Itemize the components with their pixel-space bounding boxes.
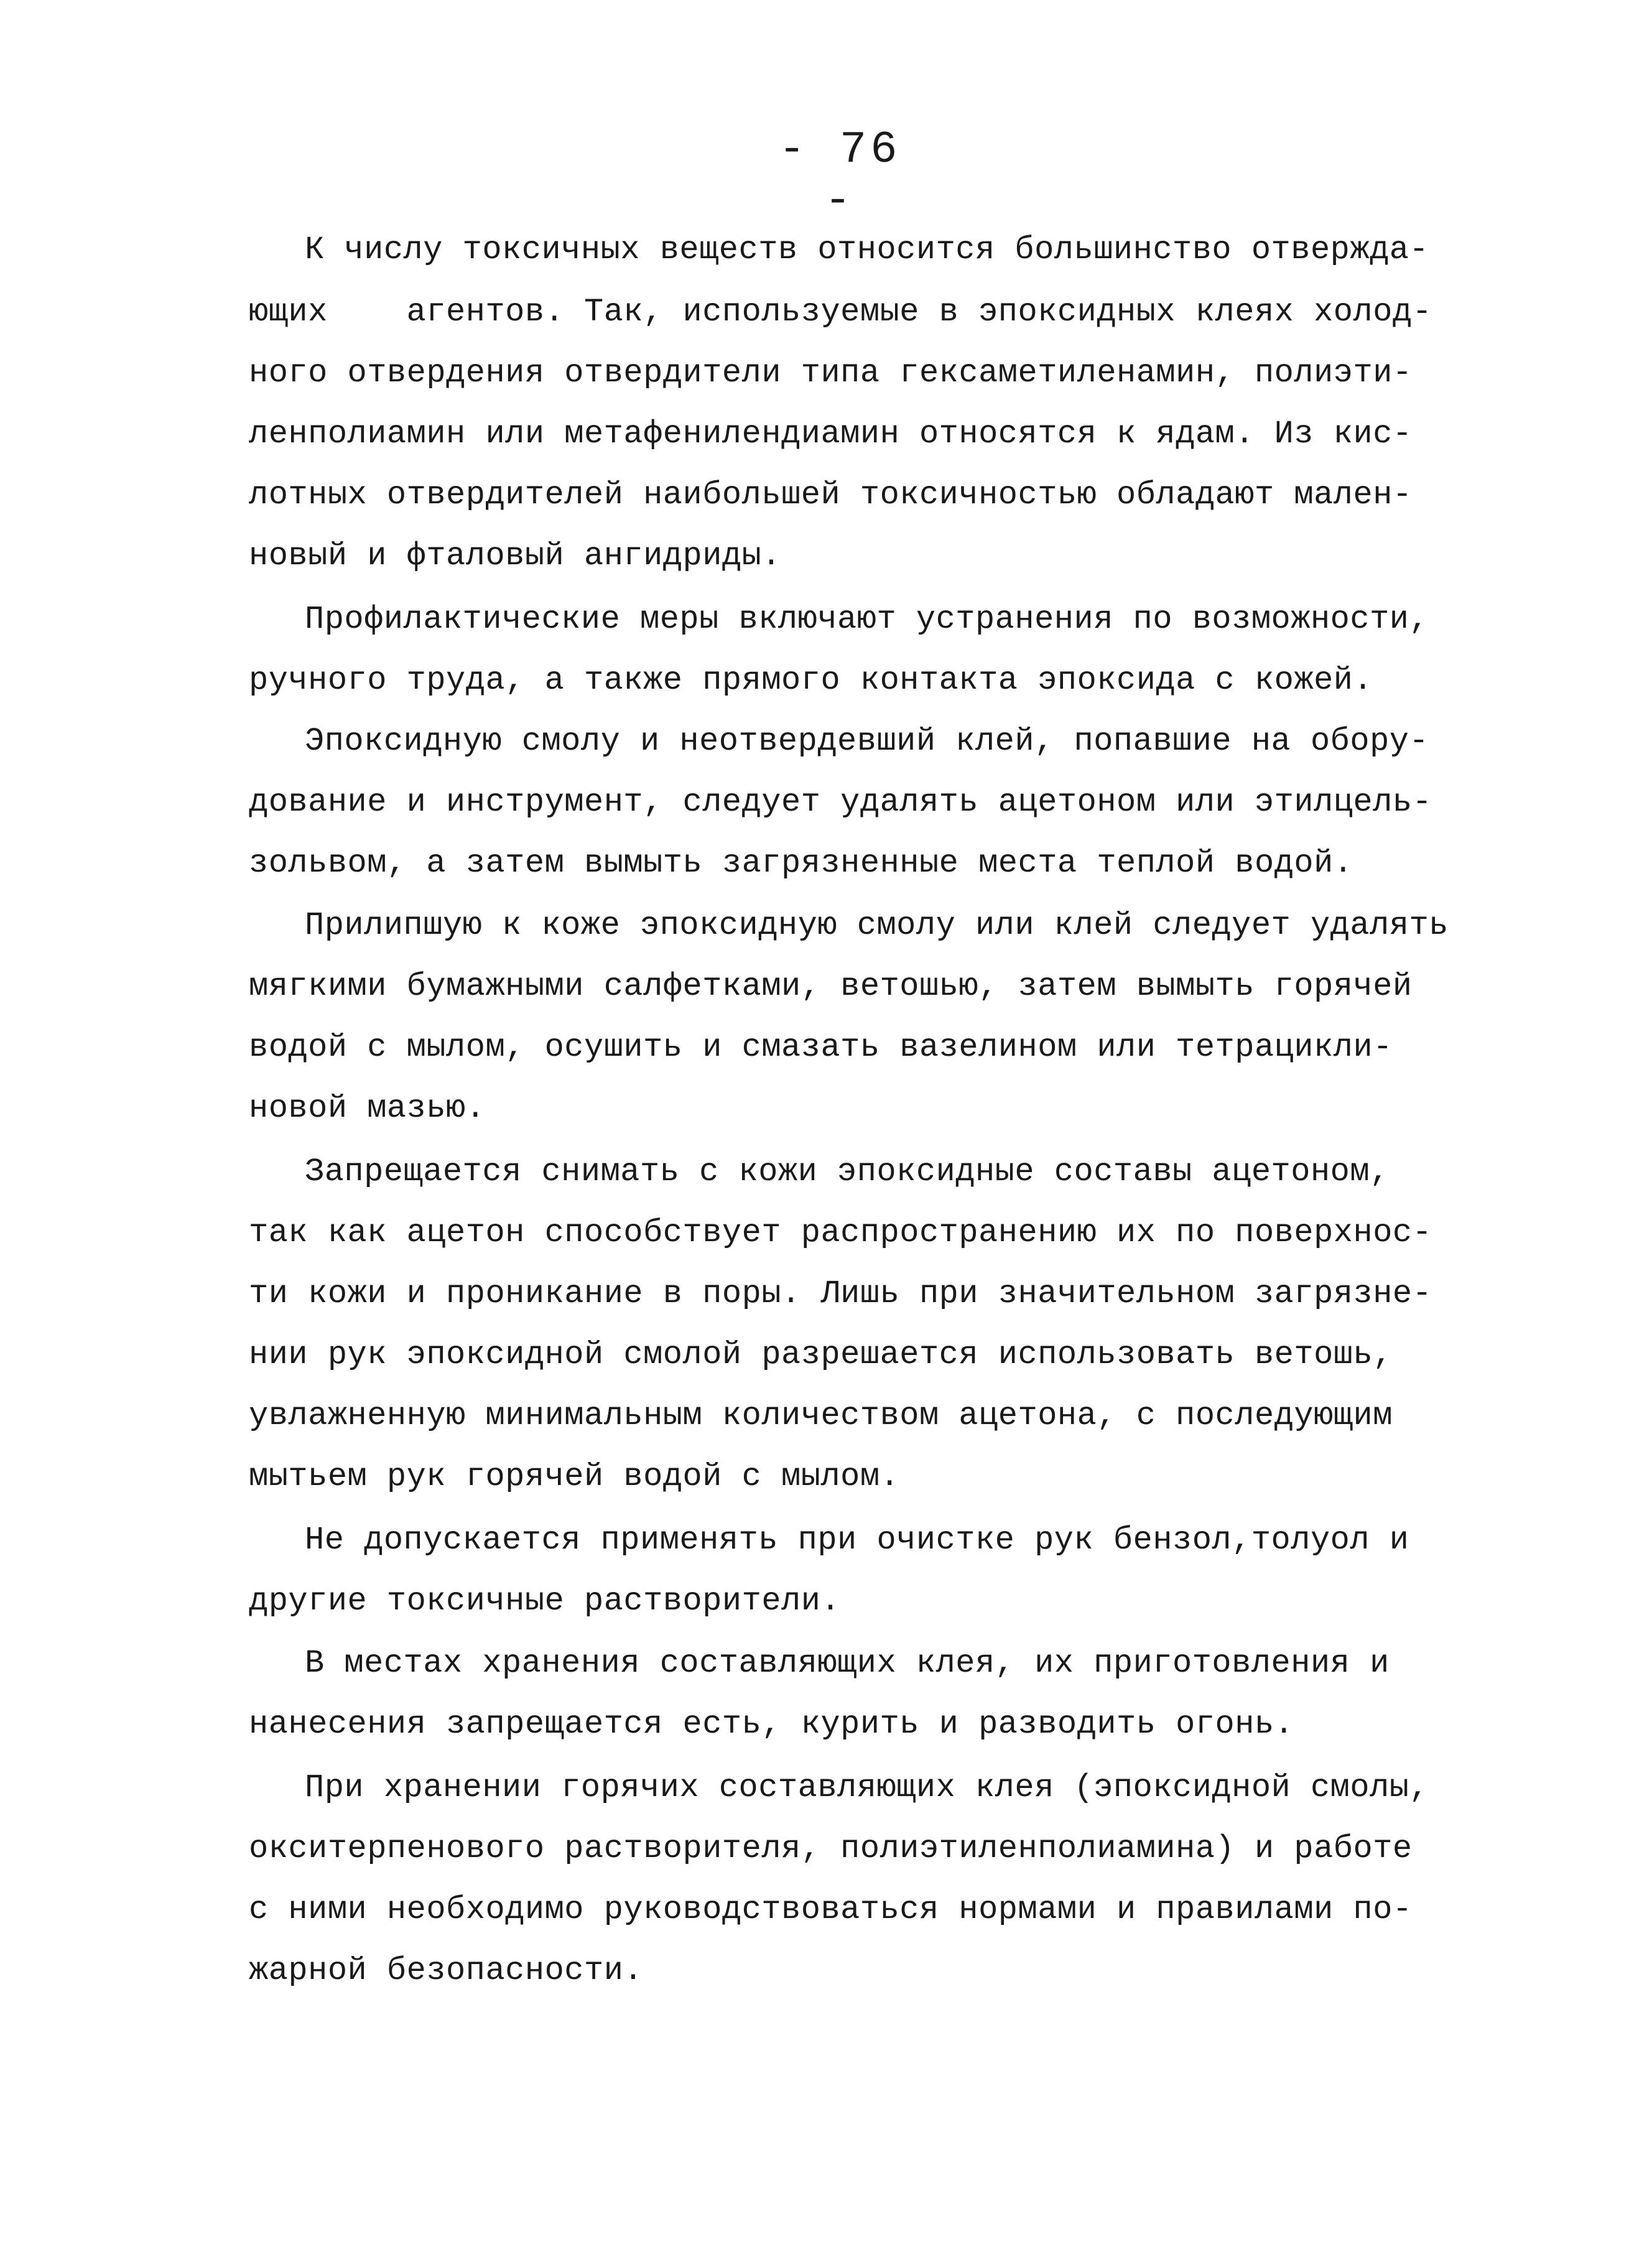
text-line: Прилипшую к коже эпоксидную смолу или клей следует удалять — [305, 907, 1449, 944]
page-number: - 76 - — [778, 124, 901, 226]
text-line: мягкими бумажными салфетками, ветошью, затем вымыть горячей — [249, 968, 1413, 1005]
text-line: окситерпенового растворителя, полиэтиленполиамина) и работе — [249, 1830, 1413, 1867]
text-line: новой мазью. — [249, 1090, 486, 1127]
text-line: Эпоксидную смолу и неотвердевший клей, попавшие на обору- — [305, 723, 1429, 760]
text-line: другие токсичные растворители. — [249, 1583, 841, 1619]
text-line: Профилактические меры включают устранения по возможности, — [305, 601, 1429, 638]
text-line: лотных отвердителей наибольшей токсичностью обладают мален- — [249, 477, 1413, 513]
text-line: ного отвердения отвердители типа гексаметиленамин, полиэти- — [249, 355, 1413, 391]
text-line: К числу токсичных веществ относится большинство отвержда- — [305, 231, 1429, 268]
text-line: ющих агентов. Так, используемые в эпоксидных клеях холод- — [249, 294, 1432, 330]
text-line: нии рук эпоксидной смолой разрешается использовать ветошь, — [249, 1336, 1393, 1373]
text-line: дование и инструмент, следует удалять ацетоном или этилцель- — [249, 784, 1432, 821]
text-line: увлажненную минимальным количеством ацетона, с последующим — [249, 1397, 1393, 1434]
text-line: с ними необходимо руководствоваться нормами и правилами по- — [249, 1891, 1413, 1928]
text-line: ручного труда, а также прямого контакта эпоксида с кожей. — [249, 662, 1373, 699]
text-line: Не допускается применять при очистке рук бензол,толуол и — [305, 1522, 1409, 1558]
text-line: новый и фталовый ангидриды. — [249, 538, 782, 574]
text-line: водой с мылом, осушить и смазать вазелином или тетрацикли- — [249, 1029, 1393, 1066]
text-line: ленполиамин или метафенилендиамин относятся к ядам. Из кис- — [249, 416, 1413, 452]
text-line: зольвом, а затем вымыть загрязненные места теплой водой. — [249, 845, 1353, 882]
text-line: мытьем рук горячей водой с мылом. — [249, 1458, 900, 1495]
text-line: При хранении горячих составляющих клея (эпоксидной смолы, — [305, 1769, 1429, 1806]
text-line: нанесения запрещается есть, курить и разводить огонь. — [249, 1706, 1294, 1743]
text-line: ти кожи и проникание в поры. Лишь при значительном загрязне- — [249, 1275, 1432, 1312]
text-line: В местах хранения составляющих клея, их приготовления и — [305, 1645, 1390, 1682]
text-line: Запрещается снимать с кожи эпоксидные составы ацетоном, — [305, 1153, 1390, 1190]
text-line: так как ацетон способствует распространению их по поверхнос- — [249, 1214, 1432, 1251]
text-line: жарной безопасности. — [249, 1952, 644, 1989]
